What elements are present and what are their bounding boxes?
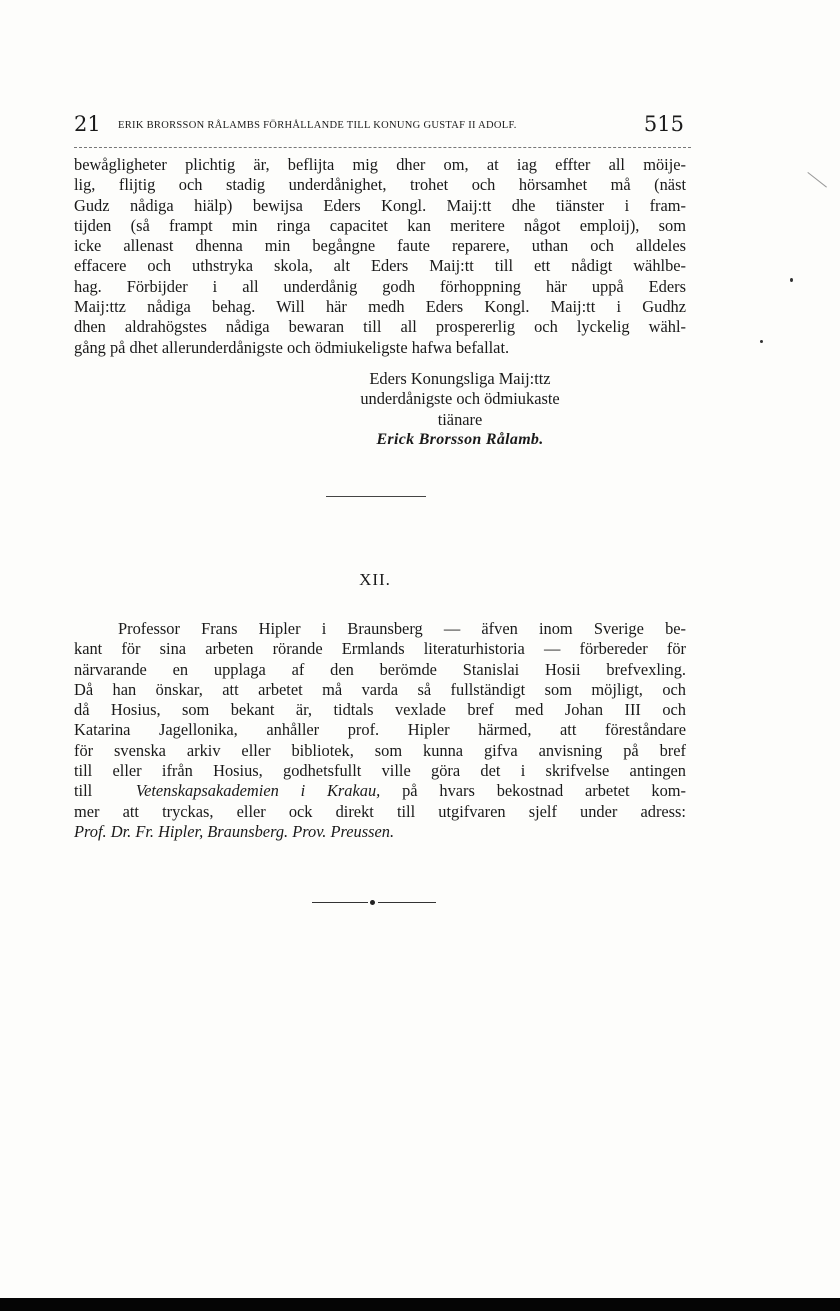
notice-paragraph (74, 619, 686, 842)
academy-name: Vetenskapsakademien i Krakau, (135, 781, 381, 801)
letter-line: lig, flijtig och stadig underdånighet, trohet och hörsamhet må (näst (74, 175, 686, 195)
notice-line: närvarande en upplaga af den berömde Stanislai Hosii brefvexling. (74, 659, 686, 679)
notice-line: Då han önskar, att arbetet må varda så fullständigt som möjligt, och (74, 679, 686, 699)
signature: Erick Brorsson Rålamb. (376, 430, 544, 448)
page-number-left: 21 (74, 112, 101, 136)
margin-mark (807, 172, 827, 188)
notice-line: Katarina Jagellonika, anhåller prof. Hipler härmed, att föreståndare (74, 720, 686, 740)
notice-line: kant för sina arbeten rörande Ermlands literaturhistoria — förbereder för (74, 639, 686, 659)
closing-line: Eders Konungsliga Maij:ttz (369, 369, 551, 388)
end-ornament (312, 900, 436, 906)
closing-line: underdånigste och ödmiukaste (360, 389, 560, 409)
letter-paragraph (74, 155, 686, 358)
letter-line: tijden (så frampt min ringa capacitet kan meritere något emploij), som (74, 215, 686, 235)
notice-text: på hvars bekostnad arbetet kom- (402, 781, 686, 801)
letter-line: gång på dhet allerunderdånigste och ödmiukeligste hafwa befallat. (74, 337, 510, 357)
notice-line: mer att tryckas, eller ock direkt till utgifvaren sjelf under adress: (74, 801, 686, 821)
notice-line: till eller ifrån Hosius, godhetsfullt ville göra det i skrifvelse antingen (74, 761, 686, 781)
scan-edge (0, 1298, 840, 1311)
letter-closing (290, 369, 630, 450)
letter-line: icke allenast dhenna min begångne faute reparere, uthan och alldeles (74, 236, 686, 256)
postal-address: Prof. Dr. Fr. Hipler, Braunsberg. Prov. Preussen. (74, 821, 395, 841)
ink-speck (760, 340, 763, 343)
running-header (74, 112, 684, 142)
running-title: ERIK BRORSSON RÅLAMBS FÖRHÅLLANDE TILL KONUNG GUSTAF II ADOLF. (118, 120, 517, 131)
ornament-rule-left (312, 902, 368, 903)
letter-line: dhen aldrahögstes nådiga bewaran till all prospererlig och lyckelig wähl- (74, 317, 686, 337)
ornament-rule-right (378, 902, 436, 903)
notice-line: då Hosius, som bekant är, tidtals vexlade bref med Johan III och (74, 700, 686, 720)
notice-line: för svenska arkiv eller bibliotek, som kunna gifva anvisning på bref (74, 740, 686, 760)
closing-line: tiänare (437, 409, 483, 429)
letter-line: Maij:ttz nådiga behag. Will här medh Eders Kongl. Maij:tt i Gudhz (74, 297, 686, 317)
letter-line: bewågligheter plichtig är, beflijta mig dher om, at iag effter all möije- (74, 155, 686, 174)
section-divider (326, 496, 426, 497)
ornament-dot (370, 900, 375, 905)
notice-text: till (74, 781, 93, 801)
notice-line-mixed (74, 781, 686, 801)
page-number-right: 515 (643, 112, 684, 136)
letter-line: Gudz nådiga hiälp) bewijsa Eders Kongl. Maij:tt dhe tiänster i fram- (74, 195, 686, 215)
header-rule (74, 147, 691, 148)
letter-line: hag. Förbijder i all underdånig godh förhoppning här uppå Eders (74, 276, 686, 296)
notice-line: Professor Frans Hipler i Braunsberg — äfven inom Sverige be- (118, 619, 686, 638)
section-heading: XII. (359, 570, 391, 589)
letter-line: effacere och uthstryka skola, alt Eders Maij:tt till ett nådigt wählbe- (74, 256, 686, 276)
ink-speck (790, 278, 793, 282)
